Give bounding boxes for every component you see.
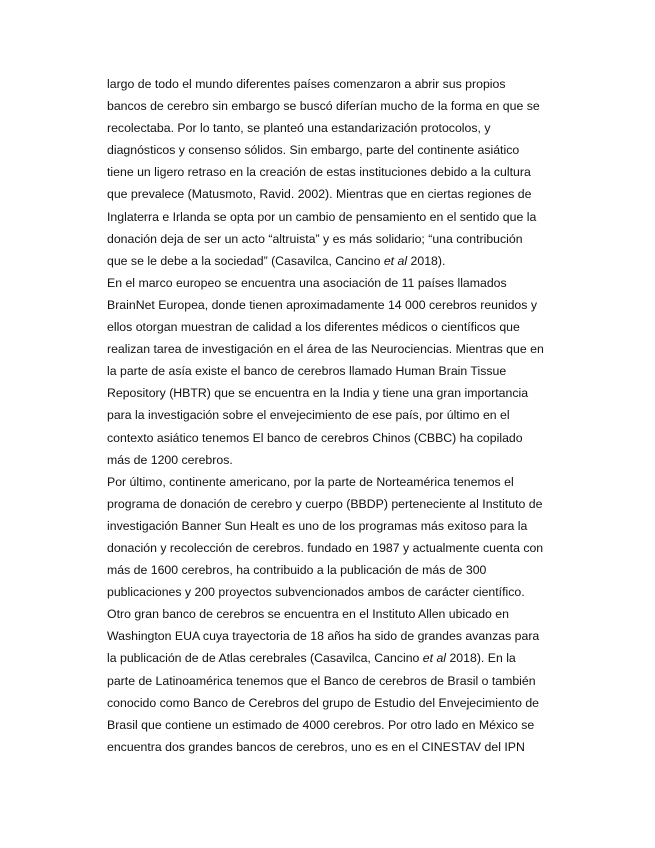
text-line xyxy=(107,73,572,95)
text-line xyxy=(107,250,572,272)
text-segment: parte de Latinoamérica tenemos que el Banco de cerebros de Brasil o también xyxy=(107,673,536,688)
text-segment: conocido como Banco de Cerebros del grupo de Estudio del Envejecimiento de xyxy=(107,695,540,710)
text-line xyxy=(107,404,572,426)
text-segment: Washington EUA cuya trayectoria de 18 años ha sido de grandes avanzas para xyxy=(107,629,540,644)
text-segment: que prevalece (Matusmoto, Ravid. 2002). Mientras que en ciertas regiones de xyxy=(107,187,532,202)
text-line xyxy=(107,714,572,736)
text-segment: Otro gran banco de cerebros se encuentra en el Instituto Allen ubicado en xyxy=(107,607,509,622)
text-line xyxy=(107,294,572,316)
text-line xyxy=(107,471,572,493)
text-line xyxy=(107,360,572,382)
italic-citation-text: et al xyxy=(383,253,408,268)
text-line xyxy=(107,95,572,117)
text-segment: Brasil que contiene un estimado de 4000 cerebros. Por otro lado en México se xyxy=(107,717,535,732)
text-segment: publicaciones y 200 proyectos subvencionados ambos de carácter científico. xyxy=(107,585,525,600)
text-segment: recolectaba. Por lo tanto, se planteó una estandarización protocolos, y xyxy=(107,121,491,136)
text-segment: programa de donación de cerebro y cuerpo (BBDP) perteneciente al Instituto de xyxy=(107,496,543,511)
text-line xyxy=(107,117,572,139)
text-segment: bancos de cerebro sin embargo se buscó diferían mucho de la forma en que se xyxy=(107,99,540,114)
text-segment: la parte de asía existe el banco de cerebros llamado Human Brain Tissue xyxy=(107,364,507,379)
text-line xyxy=(107,692,572,714)
text-line xyxy=(107,670,572,692)
text-segment: contexto asiático tenemos El banco de cerebros Chinos (CBBC) ha copilado xyxy=(107,430,523,445)
text-line xyxy=(107,183,572,205)
text-line xyxy=(107,272,572,294)
italic-citation-text: et al xyxy=(422,651,447,666)
text-segment: diagnósticos y consenso sólidos. Sin embargo, parte del continente asiático xyxy=(107,143,520,158)
text-line xyxy=(107,382,572,404)
text-segment: encuentra dos grandes bancos de cerebros, uno es en el CINESTAV del IPN xyxy=(107,739,525,754)
text-segment: Repository (HBTR) que se encuentra en la India y tiene una gran importancia xyxy=(107,386,529,401)
text-segment: ellos otorgan muestran de calidad a los diferentes médicos o científicos que xyxy=(107,320,520,335)
text-segment: donación y recolección de cerebros. fundado en 1987 y actualmente cuenta con xyxy=(107,540,544,555)
text-segment: donación deja de ser un acto “altruista” y es más solidario; “una contribución xyxy=(107,231,523,246)
text-segment: BrainNet Europea, donde tienen aproximadamente 14 000 cerebros reunidos y xyxy=(107,297,537,312)
text-line xyxy=(107,537,572,559)
text-line xyxy=(107,493,572,515)
text-segment: para la investigación sobre el envejecimiento de ese país, por último en el xyxy=(107,408,510,423)
text-line xyxy=(107,206,572,228)
text-line xyxy=(107,736,572,758)
text-line xyxy=(107,449,572,471)
text-segment: Inglaterra e Irlanda se opta por un cambio de pensamiento en el sentido que la xyxy=(107,209,537,224)
text-segment: investigación Banner Sun Healt es uno de los programas más exitoso para la xyxy=(107,518,528,533)
text-segment: Por último, continente americano, por la parte de Norteamérica tenemos el xyxy=(107,474,514,489)
text-line xyxy=(107,603,572,625)
text-segment: más de 1200 cerebros. xyxy=(107,452,233,467)
text-line xyxy=(107,427,572,449)
text-line xyxy=(107,338,572,360)
text-line xyxy=(107,139,572,161)
text-line xyxy=(107,625,572,647)
text-line xyxy=(107,515,572,537)
text-segment: realizan tarea de investigación en el área de las Neurociencias. Mientras que en xyxy=(107,342,544,357)
text-segment: En el marco europeo se encuentra una asociación de 11 países llamados xyxy=(107,275,507,290)
text-segment: 2018). xyxy=(407,253,446,268)
text-line xyxy=(107,228,572,250)
text-line xyxy=(107,559,572,581)
body-text xyxy=(107,73,572,758)
text-line xyxy=(107,161,572,183)
text-segment: la publicación de de Atlas cerebrales (Casavilca, Cancino xyxy=(107,651,423,666)
text-segment: que se le debe a la sociedad” (Casavilca, Cancino xyxy=(107,253,384,268)
text-line xyxy=(107,316,572,338)
text-line xyxy=(107,647,572,669)
text-segment: 2018). En la xyxy=(446,651,516,666)
text-line xyxy=(107,581,572,603)
text-segment: tiene un ligero retraso en la creación de estas instituciones debido a la cultura xyxy=(107,165,531,180)
text-segment: más de 1600 cerebros, ha contribuido a la publicación de más de 300 xyxy=(107,563,487,578)
text-segment: largo de todo el mundo diferentes países comenzaron a abrir sus propios xyxy=(107,77,506,91)
